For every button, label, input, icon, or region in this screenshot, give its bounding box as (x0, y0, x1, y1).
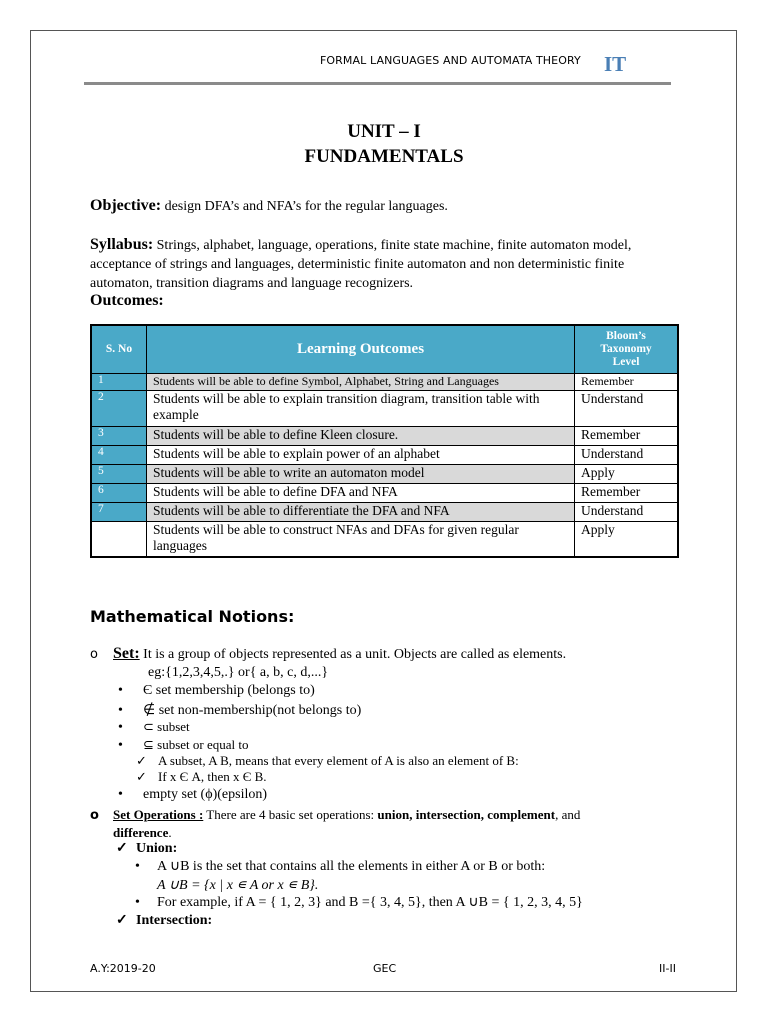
check-subset-def (136, 753, 519, 769)
row-level: Apply (575, 464, 679, 483)
header-bloom-1: Bloom’s (606, 329, 646, 342)
bullet-empty-set (118, 787, 267, 803)
row-sno: 5 (91, 464, 147, 483)
check-icon: ✓ (136, 753, 147, 768)
check-subset-def-text: A subset, A B, means that every element of A is also an element of B: (158, 753, 519, 768)
unit-title: FUNDAMENTALS (304, 146, 464, 167)
union-definition: A ∪B is the set that contains all the elements in either A or B or both: (157, 859, 546, 874)
header-badge: IT (604, 52, 627, 76)
header-rule (84, 82, 671, 85)
union-label: Union: (136, 841, 178, 856)
bullet-icon: • (118, 738, 123, 753)
set-label: Set: (113, 645, 140, 662)
header-bloom (575, 325, 679, 373)
bullet-icon: • (135, 859, 140, 874)
set-text: It is a group of objects represented as a unit. Objects are called as elements. (143, 647, 567, 662)
bullet-icon: • (118, 703, 123, 718)
table-header-row (91, 325, 678, 373)
row-sno: 3 (91, 426, 147, 445)
set-example: eg:{1,2,3,4,5,.} or{ a, b, c, d,...} (148, 665, 329, 680)
bullet-membership (118, 683, 315, 699)
objective (90, 196, 690, 216)
union-example: For example, if A = { 1, 2, 3} and B ={ 3, 4, 5}, then A ∪B = { 1, 2, 3, 4, 5} (157, 895, 583, 910)
table-row (91, 373, 678, 390)
table-row (91, 483, 678, 502)
union-bullet-1 (135, 858, 545, 875)
row-outcome: Students will be able to construct NFAs and DFAs for given regular languages (147, 521, 575, 557)
row-outcome: Students will be able to explain transition diagram, transition table with example (147, 390, 575, 426)
outcomes-heading: Outcomes: (90, 292, 164, 309)
footer-academic-year: A.Y:2019-20 (90, 962, 156, 975)
row-level: Remember (575, 426, 679, 445)
objective-text: design DFA’s and NFA’s for the regular languages. (164, 199, 448, 214)
set-operations-bold: union, intersection, complement (377, 807, 556, 822)
header-title: FORMAL LANGUAGES AND AUTOMATA THEORY (320, 54, 581, 67)
row-outcome: Students will be able to write an automaton model (147, 464, 575, 483)
circle-bullet-icon: o (90, 808, 99, 823)
bullet-subset-equal (118, 737, 249, 754)
union-heading (116, 840, 177, 857)
table-row (91, 426, 678, 445)
circle-bullet-icon: o (90, 647, 98, 662)
syllabus-line3: automaton, transition diagrams and language recognizers. (90, 276, 414, 291)
footer-semester: II-II (659, 962, 676, 975)
bullet-subset (118, 719, 190, 736)
bullet-icon: • (118, 720, 123, 735)
row-level: Remember (575, 483, 679, 502)
objective-label: Objective: (90, 197, 162, 214)
header-bloom-3: Level (612, 355, 640, 368)
row-level: Apply (575, 521, 679, 557)
row-sno: 7 (91, 502, 147, 521)
bullet-icon: • (118, 787, 123, 802)
syllabus-label: Syllabus: (90, 236, 154, 253)
row-outcome: Students will be able to define DFA and NFA (147, 483, 575, 502)
syllabus (90, 235, 700, 293)
unit-number: UNIT – I (347, 121, 421, 142)
row-outcome: Students will be able to define Symbol, Alphabet, String and Languages (147, 373, 575, 390)
row-sno: 4 (91, 445, 147, 464)
set-line (90, 645, 566, 663)
bullet-membership-text: Є set membership (belongs to) (143, 683, 315, 698)
check-icon: ✓ (116, 913, 128, 928)
set-operations-label: Set Operations : (113, 807, 204, 822)
bullet-icon: • (118, 683, 123, 698)
header-sno: S. No (91, 325, 147, 373)
set-operations (90, 806, 650, 841)
syllabus-line1: Strings, alphabet, language, operations, finite state machine, finite automaton model, (156, 238, 632, 253)
table-row (91, 521, 678, 557)
check-icon: ✓ (116, 841, 128, 856)
row-level: Understand (575, 390, 679, 426)
bullet-nonmembership-text: ∉ set non-membership(not belongs to) (143, 703, 362, 718)
bullet-subset-text: ⊂ subset (143, 719, 190, 734)
row-level: Understand (575, 445, 679, 464)
set-operations-and: , and (555, 807, 581, 822)
union-bullet-2 (135, 894, 583, 911)
header-bloom-2: Taxonomy (600, 342, 652, 355)
row-outcome: Students will be able to differentiate the DFA and NFA (147, 502, 575, 521)
row-outcome: Students will be able to explain power of an alphabet (147, 445, 575, 464)
set-operations-difference: difference (113, 825, 169, 840)
set-operations-text: There are 4 basic set operations: (206, 807, 375, 822)
syllabus-line2: acceptance of strings and languages, deterministic finite automaton and non deterministic finite (90, 257, 625, 272)
check-icon: ✓ (136, 769, 147, 784)
union-formula: A ∪B = {x | x ∊ A or x ∊ B}. (157, 878, 319, 893)
row-outcome: Students will be able to define Kleen closure. (147, 426, 575, 445)
table-row (91, 502, 678, 521)
table-row (91, 464, 678, 483)
row-sno: 1 (91, 373, 147, 390)
bullet-nonmembership (118, 702, 361, 719)
row-sno: 2 (91, 390, 147, 426)
set-operations-end: . (168, 825, 172, 840)
outcomes-table (90, 324, 679, 558)
bullet-empty-set-text: empty set (ϕ)(epsilon) (143, 787, 268, 802)
row-level: Understand (575, 502, 679, 521)
row-level: Remember (575, 373, 679, 390)
footer-college: GEC (373, 962, 397, 975)
table-row (91, 445, 678, 464)
header-outcome: Learning Outcomes (147, 325, 575, 373)
math-heading: Mathematical Notions: (90, 607, 295, 626)
check-subset-rule-text: If x Є A, then x Є B. (158, 769, 267, 784)
row-sno: 6 (91, 483, 147, 502)
row-sno (91, 521, 147, 557)
check-subset-rule (136, 769, 267, 785)
intersection-heading (116, 912, 212, 929)
bullet-subset-equal-text: ⊆ subset or equal to (143, 737, 249, 752)
intersection-label: Intersection: (136, 913, 213, 928)
bullet-icon: • (135, 895, 140, 910)
table-row (91, 390, 678, 426)
